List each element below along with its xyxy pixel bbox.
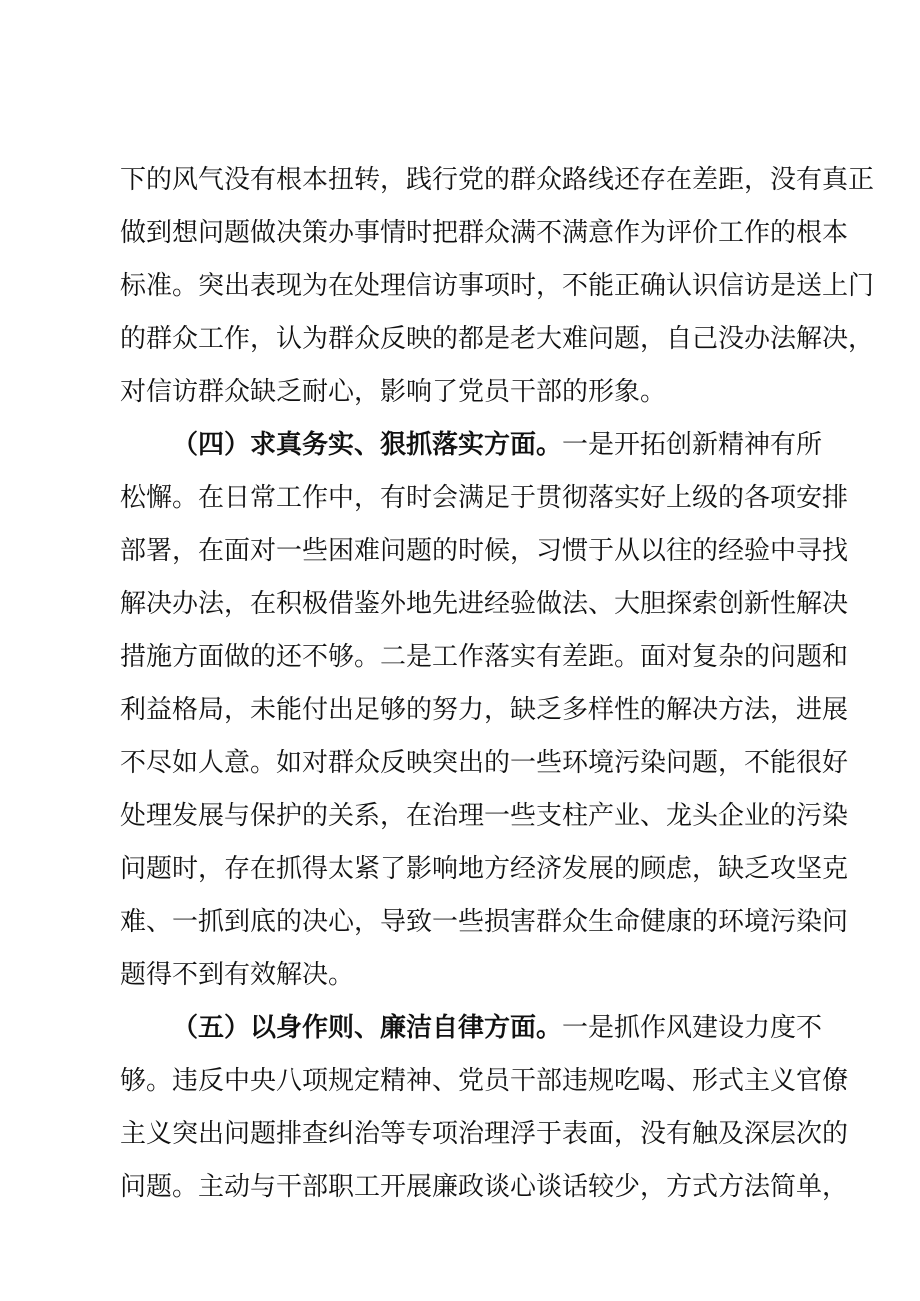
text-line: 对信访群众缺乏耐心，影响了党员干部的形象。	[120, 377, 667, 407]
text-line: 够。违反中央八项规定精神、党员干部违规吃喝、形式主义官僚	[120, 1066, 849, 1096]
section-five-first-line-text: 一是抓作风建设力度不	[562, 1013, 823, 1043]
text-line: 做到想问题做决策办事情时把群众满不满意作为评价工作的根本	[120, 218, 849, 248]
section-four-first-line-text: 一是开拓创新精神有所	[562, 430, 823, 460]
text-line: 松懈。在日常工作中，有时会满足于贯彻落实好上级的各项安排	[120, 483, 849, 513]
section-five-first-line	[172, 1008, 823, 1048]
text-line: 处理发展与保护的关系，在治理一些支柱产业、龙头企业的污染	[120, 801, 849, 831]
text-line: 不尽如人意。如对群众反映突出的一些环境污染问题，不能很好	[120, 748, 849, 778]
text-line: 题得不到有效解决。	[120, 960, 355, 990]
text-line: 标准。突出表现为在处理信访事项时，不能正确认识信访是送上门	[120, 271, 875, 301]
text-line: 难、一抓到底的决心，导致一些损害群众生命健康的环境污染问	[120, 907, 849, 937]
section-four-first-line	[172, 425, 823, 465]
text-line: 措施方面做的还不够。二是工作落实有差距。面对复杂的问题和	[120, 642, 849, 672]
text-line: 利益格局，未能付出足够的努力，缺乏多样性的解决方法，进展	[120, 695, 849, 725]
text-line: 主义突出问题排查纠治等专项治理浮于表面，没有触及深层次的	[120, 1119, 849, 1149]
text-line: 部署，在面对一些困难问题的时候，习惯于从以往的经验中寻找	[120, 536, 849, 566]
text-line: 下的风气没有根本扭转，践行党的群众路线还存在差距，没有真正	[120, 165, 875, 195]
text-line: 问题时，存在抓得太紧了影响地方经济发展的顾虑，缺乏攻坚克	[120, 854, 849, 884]
text-line: 解决办法，在积极借鉴外地先进经验做法、大胆探索创新性解决	[120, 589, 849, 619]
section-five-heading: （五）以身作则、廉洁自律方面。	[172, 1013, 563, 1043]
text-line: 问题。主动与干部职工开展廉政谈心谈话较少，方式方法简单，	[120, 1172, 849, 1202]
section-four-heading: （四）求真务实、狠抓落实方面。	[172, 430, 563, 460]
text-line: 的群众工作，认为群众反映的都是老大难问题，自己没办法解决，	[120, 324, 875, 354]
